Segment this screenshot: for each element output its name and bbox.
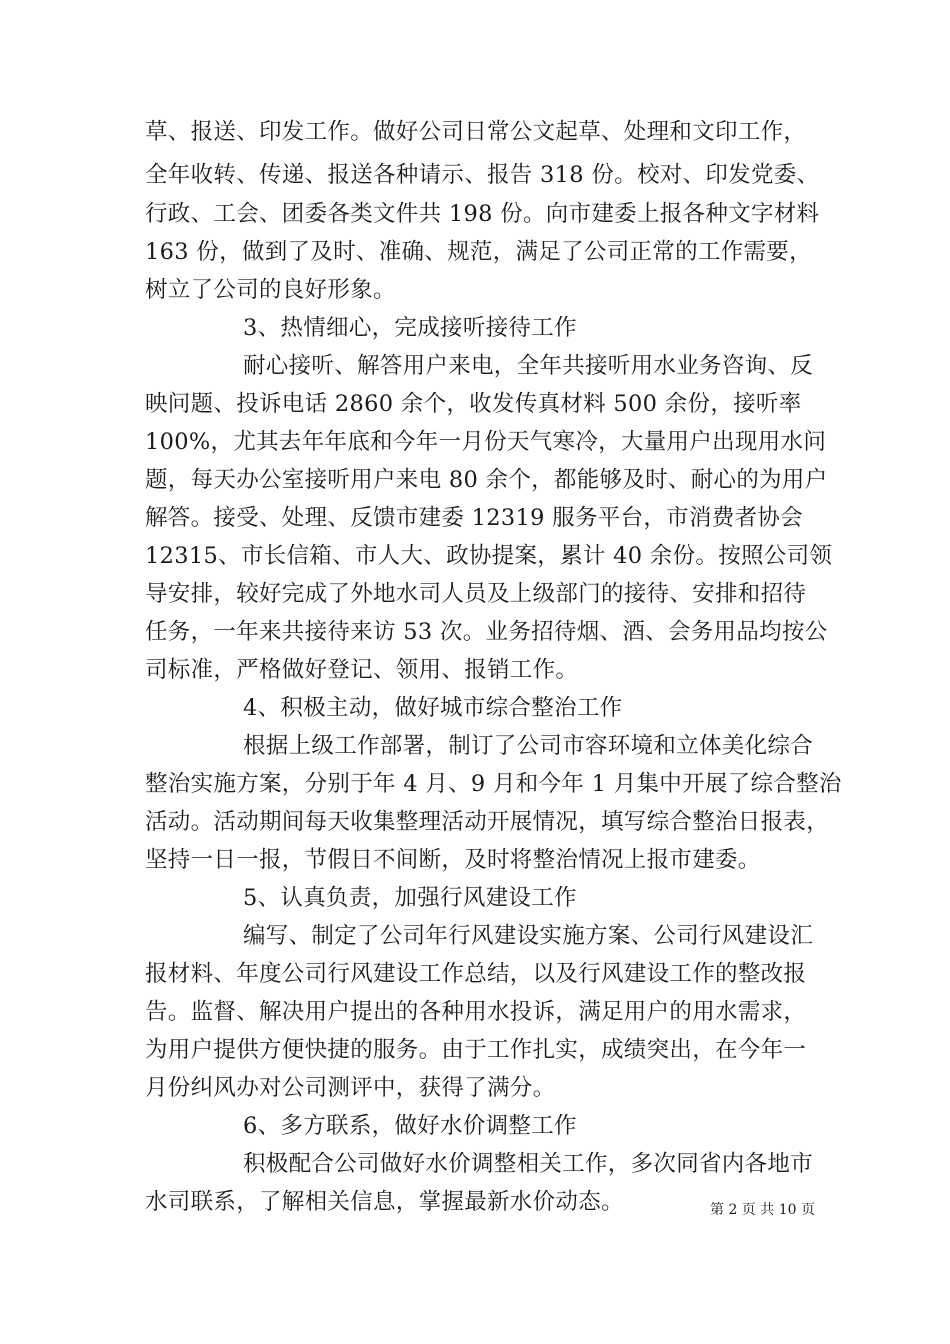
- paragraph-line: 草、报送、印发工作。做好公司日常公文起草、处理和文印工作，: [145, 119, 807, 145]
- paragraph-line: 根据上级工作部署，制订了公司市容环境和立体美化综合: [243, 733, 814, 759]
- section-heading: 5、认真负责，加强行风建设工作: [243, 885, 577, 911]
- paragraph-line: 月份纠风办对公司测评中，获得了满分。: [145, 1075, 556, 1101]
- paragraph-line: 映问题、投诉电话 2860 余个，收发传真材料 500 余份，接听率: [145, 391, 802, 417]
- paragraph-line: 题，每天办公室接听用户来电 80 余个，都能够及时、耐心的为用户: [145, 467, 828, 493]
- paragraph-line: 163 份，做到了及时、准确、规范，满足了公司正常的工作需要，: [145, 239, 812, 265]
- section-heading: 3、热情细心，完成接听接待工作: [243, 315, 577, 341]
- paragraph-line: 积极配合公司做好水价调整相关工作，多次同省内各地市: [243, 1151, 814, 1177]
- paragraph-line: 行政、工会、团委各类文件共 198 份。向市建委上报各种文字材料: [145, 201, 820, 227]
- paragraph-line: 报材料、年度公司行风建设工作总结，以及行风建设工作的整改报: [145, 961, 807, 987]
- paragraph-line: 任务，一年来共接待来访 53 次。业务招待烟、酒、会务用品均按公: [145, 619, 828, 645]
- paragraph-line: 为用户提供方便快捷的服务。由于工作扎实，成绩突出，在今年一: [145, 1037, 807, 1063]
- paragraph-line: 告。监督、解决用户提出的各种用水投诉，满足用户的用水需求，: [145, 999, 807, 1025]
- paragraph-line: 解答。接受、处理、反馈市建委 12319 服务平台，市消费者协会: [145, 505, 803, 531]
- paragraph-line: 全年收转、传递、报送各种请示、报告 318 份。校对、印发党委、: [145, 162, 820, 188]
- section-heading: 6、多方联系，做好水价调整工作: [243, 1113, 577, 1139]
- paragraph-line: 司标准，严格做好登记、领用、报销工作。: [145, 657, 579, 683]
- paragraph-line: 水司联系，了解相关信息，掌握最新水价动态。: [145, 1189, 624, 1215]
- paragraph-line: 100%，尤其去年年底和今年一月份天气寒冷，大量用户出现用水问: [145, 429, 827, 455]
- paragraph-line: 编写、制定了公司年行风建设实施方案、公司行风建设汇: [243, 923, 814, 949]
- paragraph-line: 12315、市长信箱、市人大、政协提案，累计 40 余份。按照公司领: [145, 543, 833, 569]
- paragraph-line: 活动。活动期间每天收集整理活动开展情况，填写综合整治日报表，: [145, 809, 830, 835]
- paragraph-line: 坚持一日一报，节假日不间断，及时将整治情况上报市建委。: [145, 847, 761, 873]
- paragraph-line: 导安排，较好完成了外地水司人员及上级部门的接待、安排和招待: [145, 581, 807, 607]
- paragraph-line: 耐心接听、解答用户来电，全年共接听用水业务咨询、反: [243, 353, 814, 379]
- paragraph-line: 整治实施方案，分别于年 4 月、9 月和今年 1 月集中开展了综合整治: [145, 771, 842, 797]
- paragraph-line: 树立了公司的良好形象。: [145, 277, 396, 303]
- page-number: 第 2 页 共 10 页: [710, 1202, 815, 1218]
- section-heading: 4、积极主动，做好城市综合整治工作: [243, 695, 623, 721]
